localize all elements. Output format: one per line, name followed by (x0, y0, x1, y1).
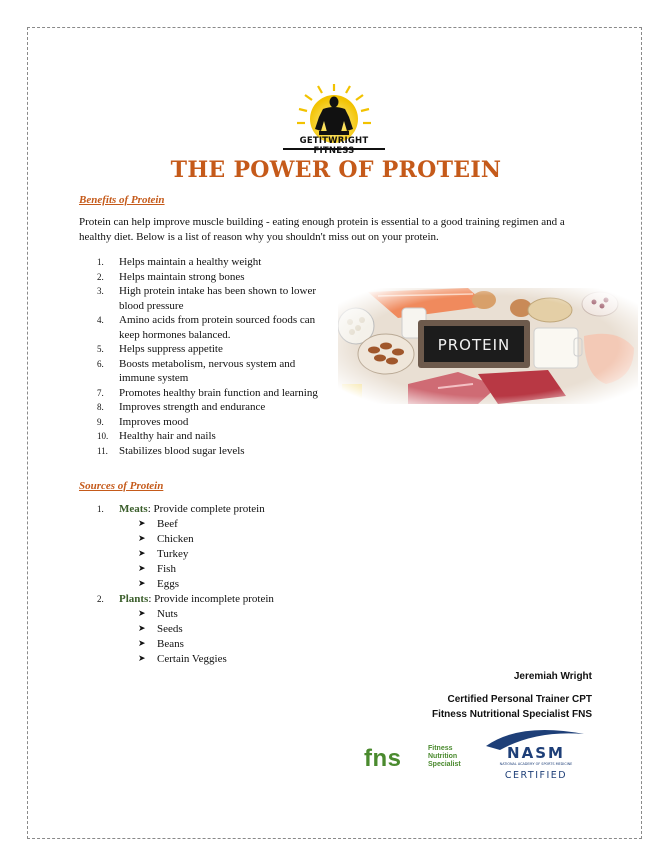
benefit-text: Helps suppress appetite (119, 343, 223, 355)
benefit-item (95, 400, 325, 415)
benefit-number: 3. (97, 286, 104, 296)
svg-text:CERTIFIED: CERTIFIED (504, 770, 568, 781)
benefit-item (95, 284, 325, 313)
source-food-item (95, 517, 395, 532)
benefit-text: Helps maintain a healthy weight (119, 256, 262, 268)
nasm-certified-logo (480, 728, 590, 782)
svg-text:NATIONAL ACADEMY OF SPORTS MED: NATIONAL ACADEMY OF SPORTS MEDICINE (499, 762, 573, 766)
benefit-item (95, 255, 325, 270)
arrow-bullet-icon: ➤ (138, 564, 146, 574)
source-food-item (95, 532, 395, 547)
fns-subtitle: Fitness Nutrition Specialist (428, 745, 461, 768)
source-food-item (95, 652, 395, 667)
benefit-text: Helps maintain strong bones (119, 270, 245, 283)
benefit-item (95, 313, 325, 342)
benefit-item (95, 342, 325, 357)
source-food-item (95, 547, 395, 562)
benefits-list (95, 255, 325, 458)
source-category: Meats (119, 503, 148, 515)
benefit-number: 11. (97, 445, 108, 456)
benefit-item (95, 415, 325, 430)
food-name: Beans (157, 638, 184, 650)
benefit-text: Promotes healthy brain function and learning (119, 386, 318, 399)
sources-list (95, 502, 395, 667)
food-name: Seeds (157, 623, 183, 635)
arrow-bullet-icon: ➤ (138, 519, 146, 529)
benefit-number: 10. (97, 431, 109, 441)
food-name: Fish (157, 563, 176, 575)
benefit-number: 1. (97, 257, 104, 267)
source-number: 2. (97, 594, 104, 604)
fns-logo: fns (364, 745, 402, 772)
page-title: THE POWER OF PROTEIN (170, 157, 502, 183)
benefit-number: 4. (97, 315, 104, 325)
benefit-text: Boosts metabolism, nervous system and immune system (119, 357, 296, 384)
logo-text: GETITWRIGHT FITNESS (299, 136, 369, 156)
benefit-number: 6. (97, 358, 104, 369)
benefit-item (95, 357, 325, 386)
benefit-text: High protein intake has been shown to lower blood pressure (119, 285, 317, 312)
benefit-text: Stabilizes blood sugar levels (119, 444, 245, 457)
arrow-bullet-icon: ➤ (138, 549, 146, 559)
benefit-number: 2. (97, 271, 104, 282)
benefit-number: 8. (97, 402, 104, 412)
source-food-item (95, 622, 395, 637)
source-food-item (95, 562, 395, 577)
food-name: Nuts (157, 608, 178, 620)
benefit-number: 5. (97, 344, 104, 354)
credential-cpt: Certified Personal Trainer CPT (447, 694, 592, 705)
benefit-text: Healthy hair and nails (119, 430, 216, 442)
benefit-number: 9. (97, 416, 104, 427)
arrow-bullet-icon: ➤ (138, 609, 146, 619)
source-food-item (95, 607, 395, 622)
arrow-bullet-icon: ➤ (138, 639, 146, 649)
benefits-heading: Benefits of Protein (79, 194, 165, 206)
food-name: Eggs (157, 578, 179, 590)
sources-heading: Sources of Protein (79, 480, 164, 492)
food-name: Chicken (157, 533, 194, 545)
source-group (95, 592, 395, 607)
source-food-item (95, 577, 395, 592)
svg-text:NASM: NASM (507, 744, 565, 762)
source-description: : Provide incomplete protein (148, 593, 274, 605)
benefit-number: 7. (97, 387, 104, 398)
benefit-item (95, 444, 325, 459)
benefit-text: Improves mood (119, 415, 189, 428)
benefit-text: Improves strength and endurance (119, 401, 266, 413)
source-food-item (95, 637, 395, 652)
food-name: Beef (157, 518, 178, 530)
source-number: 1. (97, 504, 104, 514)
benefits-intro: Protein can help improve muscle building - eating enough protein is essential to a good training regimen and a healthy diet. Below is a list of reason why you shouldn't miss out on your protein. (79, 216, 565, 243)
arrow-bullet-icon: ➤ (138, 654, 146, 664)
source-group (95, 502, 395, 517)
benefit-item (95, 386, 325, 401)
protein-food-photo (338, 288, 638, 404)
benefit-text: Amino acids from protein sourced foods can keep hormones balanced. (119, 314, 316, 341)
food-name: Turkey (157, 548, 189, 560)
source-category: Plants (119, 593, 149, 605)
credential-fns: Fitness Nutritional Specialist FNS (431, 709, 592, 720)
arrow-bullet-icon: ➤ (138, 534, 146, 544)
arrow-bullet-icon: ➤ (138, 624, 146, 634)
food-name: Certain Veggies (157, 653, 227, 665)
benefit-item (95, 270, 325, 285)
benefit-item (95, 429, 325, 444)
author-name: Jeremiah Wright (513, 671, 592, 682)
arrow-bullet-icon: ➤ (138, 579, 146, 589)
source-description: : Provide complete protein (147, 503, 265, 515)
